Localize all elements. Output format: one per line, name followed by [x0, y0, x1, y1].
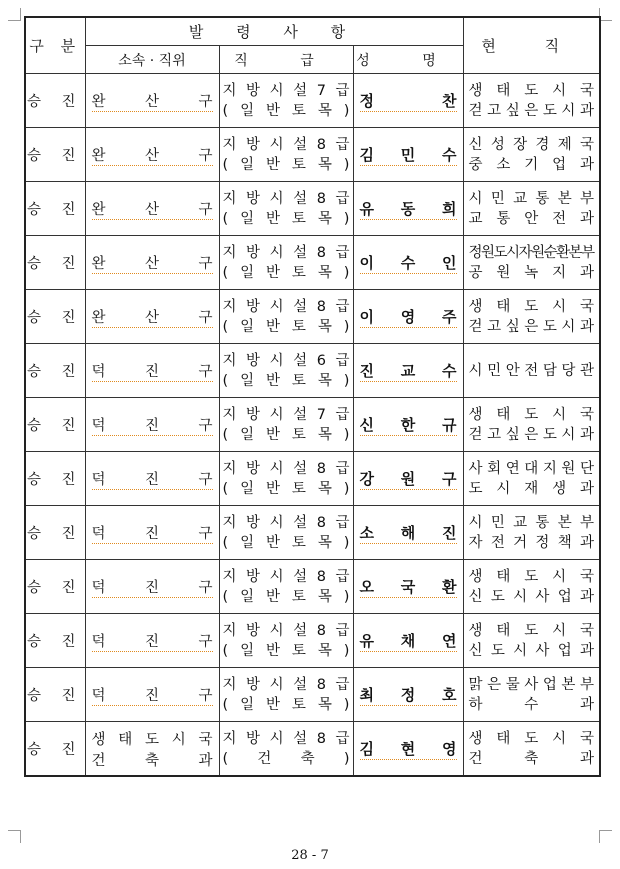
row-type: 승 진: [25, 722, 85, 777]
current-position-text: 시 민 교 통 본 부: [468, 514, 595, 531]
row-current-position: [463, 344, 600, 398]
person-name: 김 현 영: [359, 739, 457, 758]
grade-category-text: ( 일 반 토 목 ): [222, 480, 350, 497]
grade-text: 지 방 시 설 7 급: [222, 82, 350, 99]
current-position-text: 신 성 장 경 제 국: [468, 136, 595, 153]
department-text: 완 산 구: [92, 144, 213, 166]
person-name: 김 민 수: [359, 145, 457, 164]
header-sosok: 소속 · 직위: [85, 46, 219, 74]
row-department: [85, 128, 219, 182]
header-hyeonjik: 현 직: [463, 17, 600, 74]
personnel-table: [24, 16, 601, 777]
row-type: 승 진: [25, 398, 85, 452]
header-gubun: 구 분: [25, 17, 85, 74]
person-name: 이 수 인: [359, 253, 457, 272]
grade-text: 지 방 시 설 8 급: [222, 190, 350, 207]
grade-text: 지 방 시 설 8 급: [222, 730, 350, 747]
row-current-position: [463, 560, 600, 614]
page-number: 28 - 7: [291, 848, 329, 863]
grade-category-text: ( 일 반 토 목 ): [222, 156, 350, 173]
row-grade: [219, 128, 353, 182]
person-name: 오 국 환: [359, 577, 457, 596]
row-type: 승 진: [25, 128, 85, 182]
current-position-sub-text: 도 시 재 생 과: [468, 480, 594, 497]
row-name: [353, 74, 463, 128]
row-type: 승 진: [25, 506, 85, 560]
row-name: [353, 560, 463, 614]
row-name: [353, 344, 463, 398]
current-position-sub-text: 걷 고 싶 은 도 시 과: [468, 318, 595, 335]
table-row: [25, 290, 600, 344]
row-current-position: [463, 398, 600, 452]
row-current-position: [463, 128, 600, 182]
row-current-position: [463, 668, 600, 722]
department-text: 완 산 구: [92, 198, 213, 220]
person-name: 진 교 수: [359, 361, 457, 380]
table-row: [25, 398, 600, 452]
department-text: 덕 진 구: [92, 576, 213, 598]
row-type: 승 진: [25, 290, 85, 344]
grade-category-text: ( 일 반 토 목 ): [222, 534, 350, 551]
table-row: [25, 128, 600, 182]
row-department: [85, 236, 219, 290]
crop-mark-top-left: [8, 8, 21, 21]
row-grade: [219, 614, 353, 668]
person-name: 정 찬: [359, 91, 457, 110]
row-department: [85, 668, 219, 722]
row-name: [353, 452, 463, 506]
row-type: 승 진: [25, 74, 85, 128]
row-current-position: [463, 290, 600, 344]
current-position-sub-text: 교 통 안 전 과: [468, 210, 594, 227]
current-position-text: 생 태 도 시 국: [468, 82, 594, 99]
row-grade: [219, 74, 353, 128]
grade-category-text: ( 일 반 토 목 ): [222, 588, 350, 605]
grade-text: 지 방 시 설 8 급: [222, 676, 350, 693]
header-balryeong: 발 령 사 항: [85, 17, 463, 46]
grade-text: 지 방 시 설 7 급: [222, 406, 350, 423]
table-row: [25, 722, 600, 777]
row-department: [85, 452, 219, 506]
row-grade: [219, 344, 353, 398]
current-position-sub-text: 건 축 과: [468, 750, 595, 767]
current-position-sub-text: 공 원 녹 지 과: [468, 264, 594, 281]
row-name: [353, 290, 463, 344]
department-text: 덕 진 구: [92, 468, 213, 490]
table-row: [25, 560, 600, 614]
row-department: [85, 74, 219, 128]
department-text: 덕 진 구: [92, 630, 213, 652]
current-position-sub-text: 걷 고 싶 은 도 시 과: [468, 426, 595, 443]
row-grade: [219, 722, 353, 777]
row-department: [85, 344, 219, 398]
grade-text: 지 방 시 설 8 급: [222, 244, 350, 261]
row-department: [85, 560, 219, 614]
grade-category-text: ( 일 반 토 목 ): [222, 264, 350, 281]
grade-text: 지 방 시 설 8 급: [222, 136, 350, 153]
row-type: 승 진: [25, 452, 85, 506]
current-position-text: 생 태 도 시 국: [468, 622, 594, 639]
row-department: [85, 398, 219, 452]
person-name: 신 한 규: [359, 415, 457, 434]
row-type: 승 진: [25, 182, 85, 236]
current-position-text: 생 태 도 시 국: [468, 568, 594, 585]
department-text: 덕 진 구: [92, 360, 213, 382]
grade-text: 지 방 시 설 8 급: [222, 622, 350, 639]
table-row: [25, 344, 600, 398]
grade-category-text: ( 일 반 토 목 ): [222, 372, 350, 389]
row-current-position: [463, 182, 600, 236]
row-department: [85, 290, 219, 344]
row-name: [353, 668, 463, 722]
person-name: 소 해 진: [359, 523, 457, 542]
person-name: 유 동 희: [359, 199, 457, 218]
person-name: 최 정 호: [359, 685, 457, 704]
table-row: [25, 452, 600, 506]
person-name: 강 원 구: [359, 469, 457, 488]
current-position-text: 정원도시자원순환본부: [468, 244, 594, 261]
grade-text: 지 방 시 설 6 급: [222, 352, 350, 369]
row-name: [353, 128, 463, 182]
row-type: 승 진: [25, 614, 85, 668]
crop-mark-bottom-left: [8, 830, 21, 843]
row-department: [85, 182, 219, 236]
row-grade: [219, 560, 353, 614]
row-grade: [219, 182, 353, 236]
grade-category-text: ( 일 반 토 목 ): [222, 210, 350, 227]
table-body: [25, 74, 600, 777]
row-grade: [219, 398, 353, 452]
table-row: [25, 74, 600, 128]
row-type: 승 진: [25, 668, 85, 722]
department-text: 덕 진 구: [92, 414, 213, 436]
row-name: [353, 722, 463, 777]
grade-category-text: ( 일 반 토 목 ): [222, 102, 350, 119]
current-position-text: 시 민 교 통 본 부: [468, 190, 595, 207]
row-grade: [219, 668, 353, 722]
grade-text: 지 방 시 설 8 급: [222, 460, 350, 477]
table-row: [25, 668, 600, 722]
current-position-text: 사 회 연 대 지 원 단: [468, 460, 595, 477]
department-text: 완 산 구: [92, 306, 213, 328]
row-grade: [219, 452, 353, 506]
grade-text: 지 방 시 설 8 급: [222, 298, 350, 315]
table-row: [25, 182, 600, 236]
current-position-sub-text: 신 도 시 사 업 과: [468, 588, 595, 605]
row-current-position: [463, 236, 600, 290]
header-seongmyeong: 성 명: [353, 46, 463, 74]
row-type: 승 진: [25, 560, 85, 614]
row-current-position: [463, 614, 600, 668]
current-position-sub-text: 중 소 기 업 과: [468, 156, 594, 173]
grade-category-text: ( 일 반 토 목 ): [222, 696, 350, 713]
row-type: 승 진: [25, 344, 85, 398]
row-name: [353, 614, 463, 668]
current-position-text: 시 민 안 전 담 당 관: [468, 362, 595, 379]
current-position-sub-text: 자 전 거 정 책 과: [468, 534, 595, 551]
row-grade: [219, 236, 353, 290]
row-current-position: [463, 452, 600, 506]
department-text: 완 산 구: [92, 90, 213, 112]
current-position-sub-text: 걷 고 싶 은 도 시 과: [468, 102, 595, 119]
grade-text: 지 방 시 설 8 급: [222, 514, 350, 531]
row-current-position: [463, 722, 600, 777]
department-sub-text: 건 축 과: [91, 752, 213, 769]
grade-category-text: ( 건 축 ): [222, 750, 350, 767]
row-current-position: [463, 506, 600, 560]
row-grade: [219, 506, 353, 560]
table-row: [25, 236, 600, 290]
grade-category-text: ( 일 반 토 목 ): [222, 426, 350, 443]
row-department: [85, 722, 219, 777]
row-grade: [219, 290, 353, 344]
department-text: 완 산 구: [92, 252, 213, 274]
current-position-text: 맑 은 물 사 업 본 부: [468, 676, 595, 693]
row-current-position: [463, 74, 600, 128]
row-department: [85, 506, 219, 560]
current-position-sub-text: 신 도 시 사 업 과: [468, 642, 595, 659]
header-jikgeup: 직 급: [219, 46, 353, 74]
table-row: [25, 506, 600, 560]
person-name: 유 채 연: [359, 631, 457, 650]
grade-category-text: ( 일 반 토 목 ): [222, 642, 350, 659]
department-text: 덕 진 구: [92, 522, 213, 544]
crop-mark-bottom-right: [599, 830, 612, 843]
row-type: 승 진: [25, 236, 85, 290]
row-department: [85, 614, 219, 668]
current-position-text: 생 태 도 시 국: [468, 298, 594, 315]
department-text: 생 태 도 시 국: [91, 731, 213, 748]
grade-category-text: ( 일 반 토 목 ): [222, 318, 350, 335]
department-text: 덕 진 구: [92, 684, 213, 706]
current-position-sub-text: 하 수 과: [468, 696, 595, 713]
row-name: [353, 506, 463, 560]
current-position-text: 생 태 도 시 국: [468, 730, 594, 747]
person-name: 이 영 주: [359, 307, 457, 326]
table-row: [25, 614, 600, 668]
current-position-text: 생 태 도 시 국: [468, 406, 594, 423]
row-name: [353, 182, 463, 236]
grade-text: 지 방 시 설 8 급: [222, 568, 350, 585]
row-name: [353, 236, 463, 290]
row-name: [353, 398, 463, 452]
